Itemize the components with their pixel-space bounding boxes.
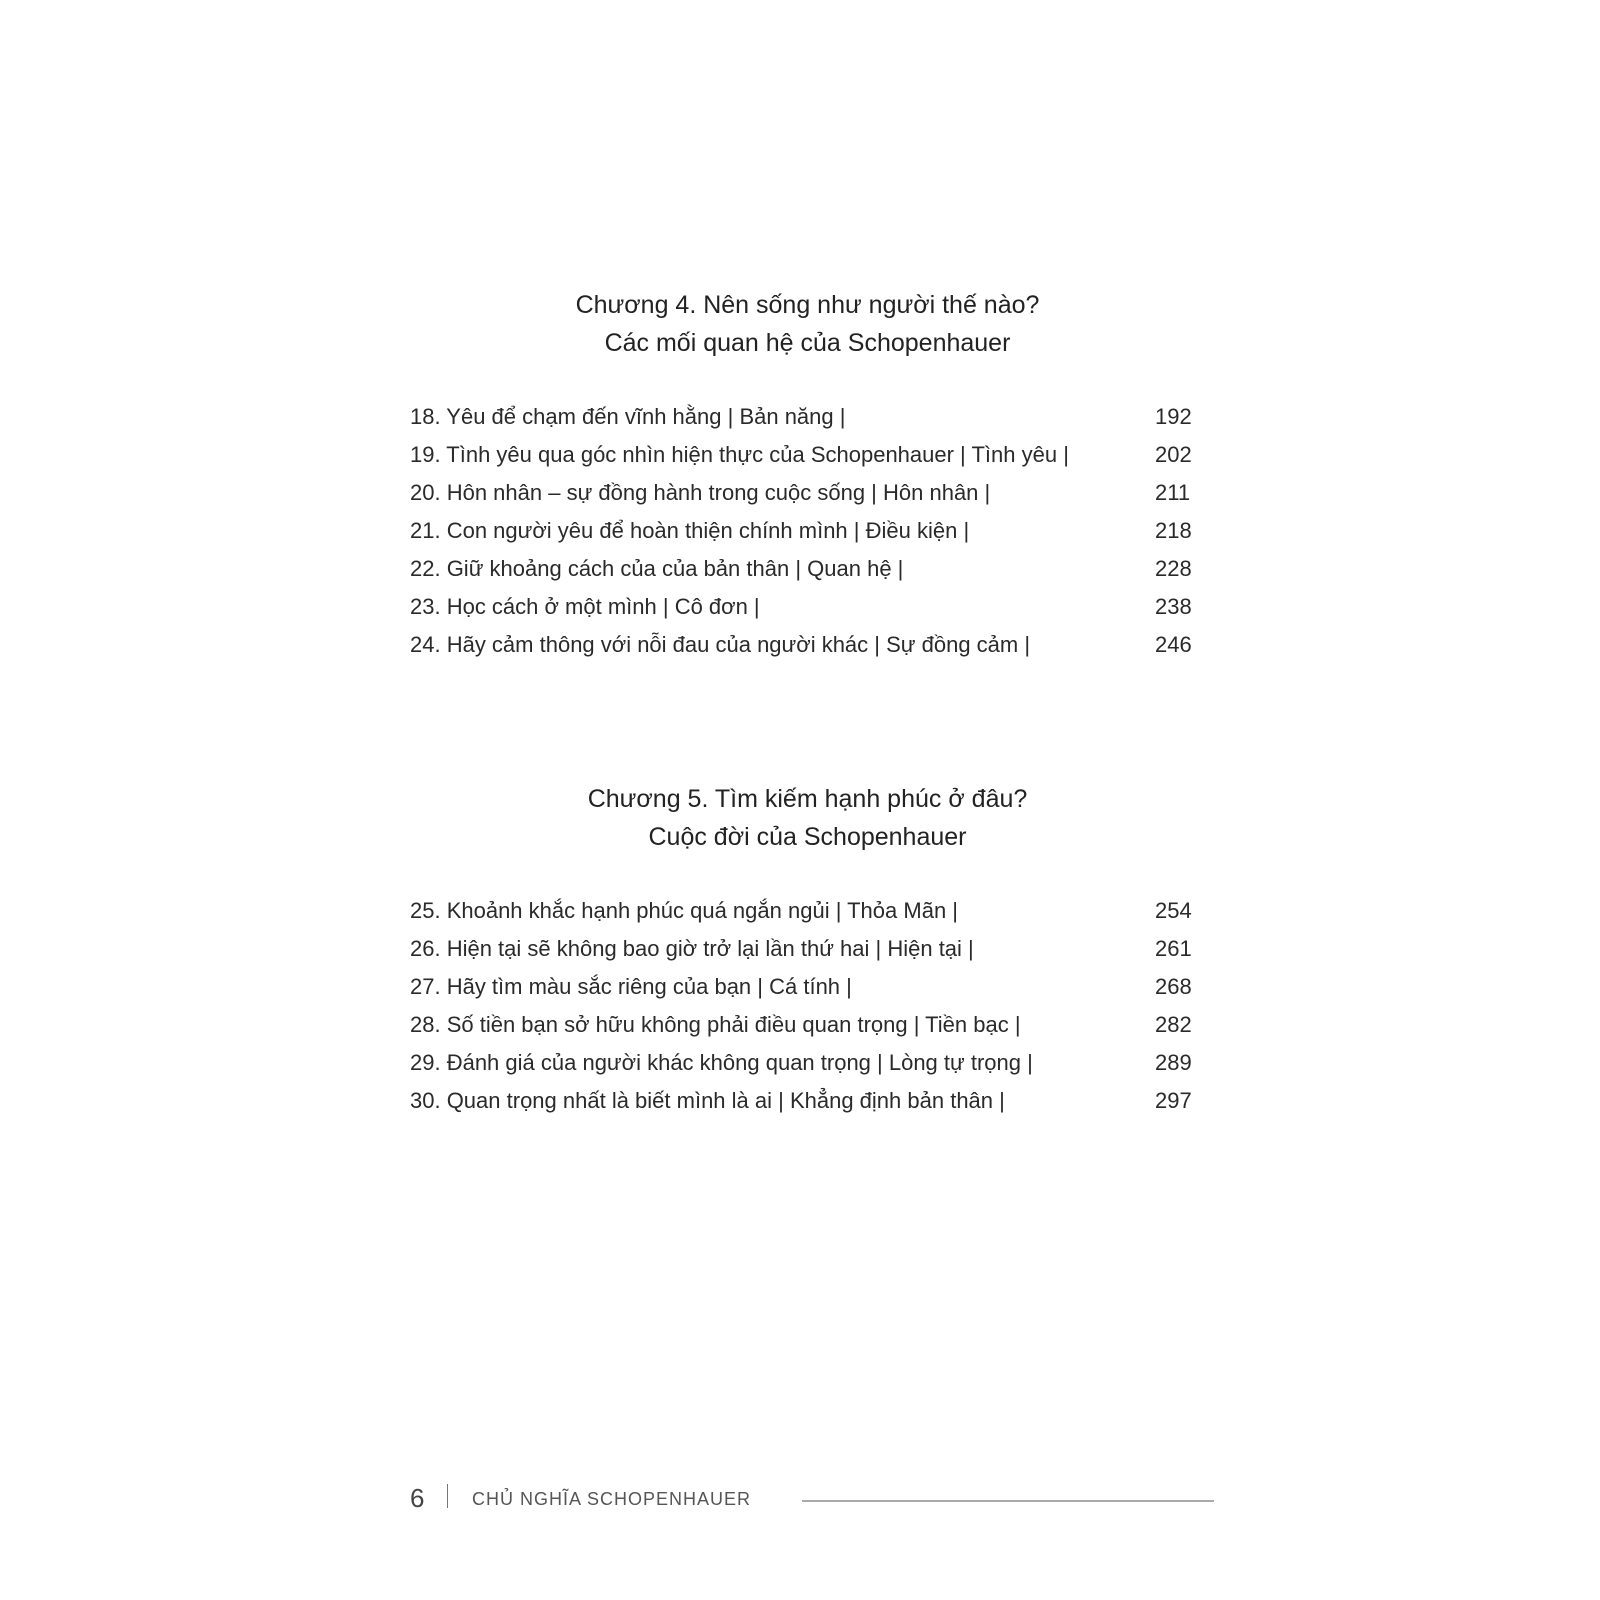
chapter-title: Chương 5. Tìm kiếm hạnh phúc ở đâu? [587, 785, 1028, 813]
toc-entry-title: 20. Hôn nhân – sự đồng hành trong cuộc sống | Hôn nhân | [410, 480, 991, 505]
footer-separator [447, 1484, 448, 1508]
footer-page-number: 6 [410, 1483, 425, 1513]
toc-entry-title: 30. Quan trọng nhất là biết mình là ai | Khẳng định bản thân | [410, 1088, 1005, 1113]
toc-entry[interactable] [410, 550, 1205, 588]
toc-entry-title: 19. Tình yêu qua góc nhìn hiện thực của Schopenhauer | Tình yêu | [410, 442, 1069, 467]
toc-entry-title: 29. Đánh giá của người khác không quan trọng | Lòng tự trọng | [410, 1050, 1033, 1075]
toc-entry-page: 192 [1155, 404, 1192, 429]
toc-entry[interactable] [410, 968, 1205, 1006]
toc-entry-title: 26. Hiện tại sẽ không bao giờ trở lại lần thứ hai | Hiện tại | [410, 936, 974, 961]
toc-entry[interactable] [410, 1044, 1205, 1082]
footer-book-title: CHỦ NGHĨA SCHOPENHAUER [472, 1489, 752, 1509]
chapter-title: Chương 4. Nên sống như người thế nào? [575, 291, 1040, 319]
toc-entry-page: 238 [1155, 594, 1192, 619]
toc-entry[interactable] [410, 930, 1205, 968]
toc-entry-page: 297 [1155, 1088, 1192, 1113]
toc-entry-page: 211 [1155, 480, 1191, 505]
chapter-4-section [410, 286, 1205, 664]
toc-entry[interactable] [410, 588, 1205, 626]
toc-entry-page: 202 [1155, 442, 1192, 467]
chapter-heading [410, 286, 1205, 362]
toc-list [410, 398, 1205, 664]
chapter-heading [410, 780, 1205, 856]
toc-entry[interactable] [410, 512, 1205, 550]
toc-entry-title: 24. Hãy cảm thông với nỗi đau của người khác | Sự đồng cảm | [410, 632, 1031, 657]
toc-entry[interactable] [410, 1082, 1205, 1120]
toc-entry-title: 21. Con người yêu để hoàn thiện chính mình | Điều kiện | [410, 518, 970, 543]
toc-entry-page: 268 [1155, 974, 1192, 999]
toc-entry-page: 254 [1155, 898, 1192, 923]
toc-entry-title: 22. Giữ khoảng cách của của bản thân | Quan hệ | [410, 556, 904, 581]
chapter-5-section [410, 780, 1205, 1120]
toc-entry[interactable] [410, 474, 1205, 512]
toc-entry[interactable] [410, 892, 1205, 930]
toc-list [410, 892, 1205, 1120]
footer-rule [802, 1500, 1214, 1502]
toc-entry-title: 25. Khoảnh khắc hạnh phúc quá ngắn ngủi | Thỏa Mãn | [410, 898, 959, 923]
toc-entry-page: 261 [1155, 936, 1192, 961]
chapter-subtitle: Cuộc đời của Schopenhauer [648, 823, 967, 851]
toc-entry[interactable] [410, 398, 1205, 436]
toc-entry-title: 28. Số tiền bạn sở hữu không phải điều quan trọng | Tiền bạc | [410, 1012, 1021, 1037]
toc-entry-page: 218 [1155, 518, 1192, 543]
toc-entry-page: 228 [1155, 556, 1192, 581]
toc-entry[interactable] [410, 436, 1205, 474]
toc-entry[interactable] [410, 1006, 1205, 1044]
toc-entry-title: 23. Học cách ở một mình | Cô đơn | [410, 594, 760, 619]
toc-entry-page: 246 [1155, 632, 1192, 657]
toc-entry[interactable] [410, 626, 1205, 664]
page-footer [410, 1478, 1210, 1518]
toc-entry-title: 18. Yêu để chạm đến vĩnh hằng | Bản năng | [410, 404, 846, 429]
toc-entry-page: 282 [1155, 1012, 1192, 1037]
toc-entry-title: 27. Hãy tìm màu sắc riêng của bạn | Cá tính | [410, 974, 852, 999]
chapter-subtitle: Các mối quan hệ của Schopenhauer [604, 329, 1011, 357]
toc-entry-page: 289 [1155, 1050, 1192, 1075]
